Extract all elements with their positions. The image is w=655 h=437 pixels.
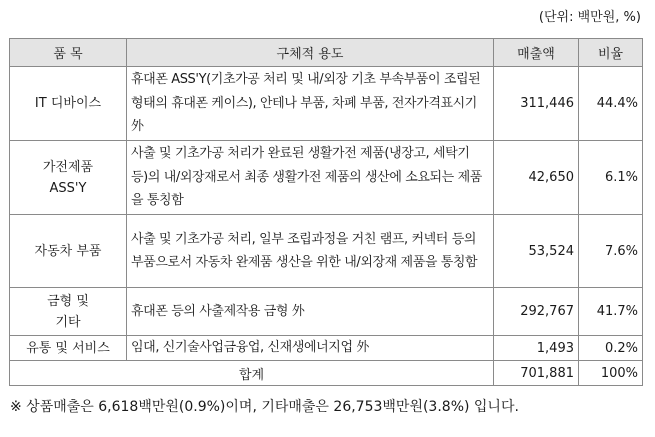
header-sales: 매출액	[494, 39, 579, 67]
row-desc: 사출 및 기초가공 처리가 완료된 생활가전 제품(냉장고, 세탁기 등)의 내/외장재로서 최종 생활가전 제품의 생산에 소요되는 제품을 통칭함	[127, 141, 494, 215]
row-desc: 휴대폰 등의 사출제작용 금형 外	[127, 288, 494, 336]
row-name: IT 디바이스	[10, 67, 127, 141]
header-ratio: 비율	[579, 39, 643, 67]
row-ratio: 41.7%	[579, 288, 643, 336]
total-row	[10, 361, 643, 386]
product-sales-table	[9, 38, 643, 386]
row-name: 자동차 부품	[10, 215, 127, 288]
unit-label: (단위: 백만원, %)	[538, 10, 641, 25]
table-row	[10, 336, 643, 361]
row-ratio: 0.2%	[579, 336, 643, 361]
row-desc: 사출 및 기초가공 처리, 일부 조립과정을 거친 램프, 커넥터 등의 부품으로서 자동차 완제품 생산을 위한 내/외장재 제품을 통칭함	[127, 215, 494, 288]
row-sales: 1,493	[494, 336, 579, 361]
footnote: ※ 상품매출은 6,618백만원(0.9%)이며, 기타매출은 26,753백만원(3.8%) 입니다.	[10, 399, 519, 415]
row-sales: 292,767	[494, 288, 579, 336]
total-sales: 701,881	[494, 361, 579, 386]
row-ratio: 6.1%	[579, 141, 643, 215]
table-row	[10, 288, 643, 336]
row-name: 유통 및 서비스	[10, 336, 127, 361]
row-name: 금형 및 기타	[10, 288, 127, 336]
row-sales: 53,524	[494, 215, 579, 288]
row-sales: 311,446	[494, 67, 579, 141]
total-label: 합계	[10, 361, 494, 386]
table-row	[10, 67, 643, 141]
row-sales: 42,650	[494, 141, 579, 215]
row-ratio: 44.4%	[579, 67, 643, 141]
header-item: 품 목	[10, 39, 127, 67]
table-row	[10, 141, 643, 215]
table-header-row	[10, 39, 643, 67]
total-ratio: 100%	[579, 361, 643, 386]
row-desc: 임대, 신기술사업금융업, 신재생에너지업 外	[127, 336, 494, 361]
row-ratio: 7.6%	[579, 215, 643, 288]
row-name: 가전제품 ASS'Y	[10, 141, 127, 215]
header-usage: 구체적 용도	[127, 39, 494, 67]
row-desc: 휴대폰 ASS'Y(기초가공 처리 및 내/외장 기초 부속부품이 조립된 형태의 휴대폰 케이스), 안테나 부품, 차폐 부품, 전자가격표시기 外	[127, 67, 494, 141]
table-row	[10, 215, 643, 288]
